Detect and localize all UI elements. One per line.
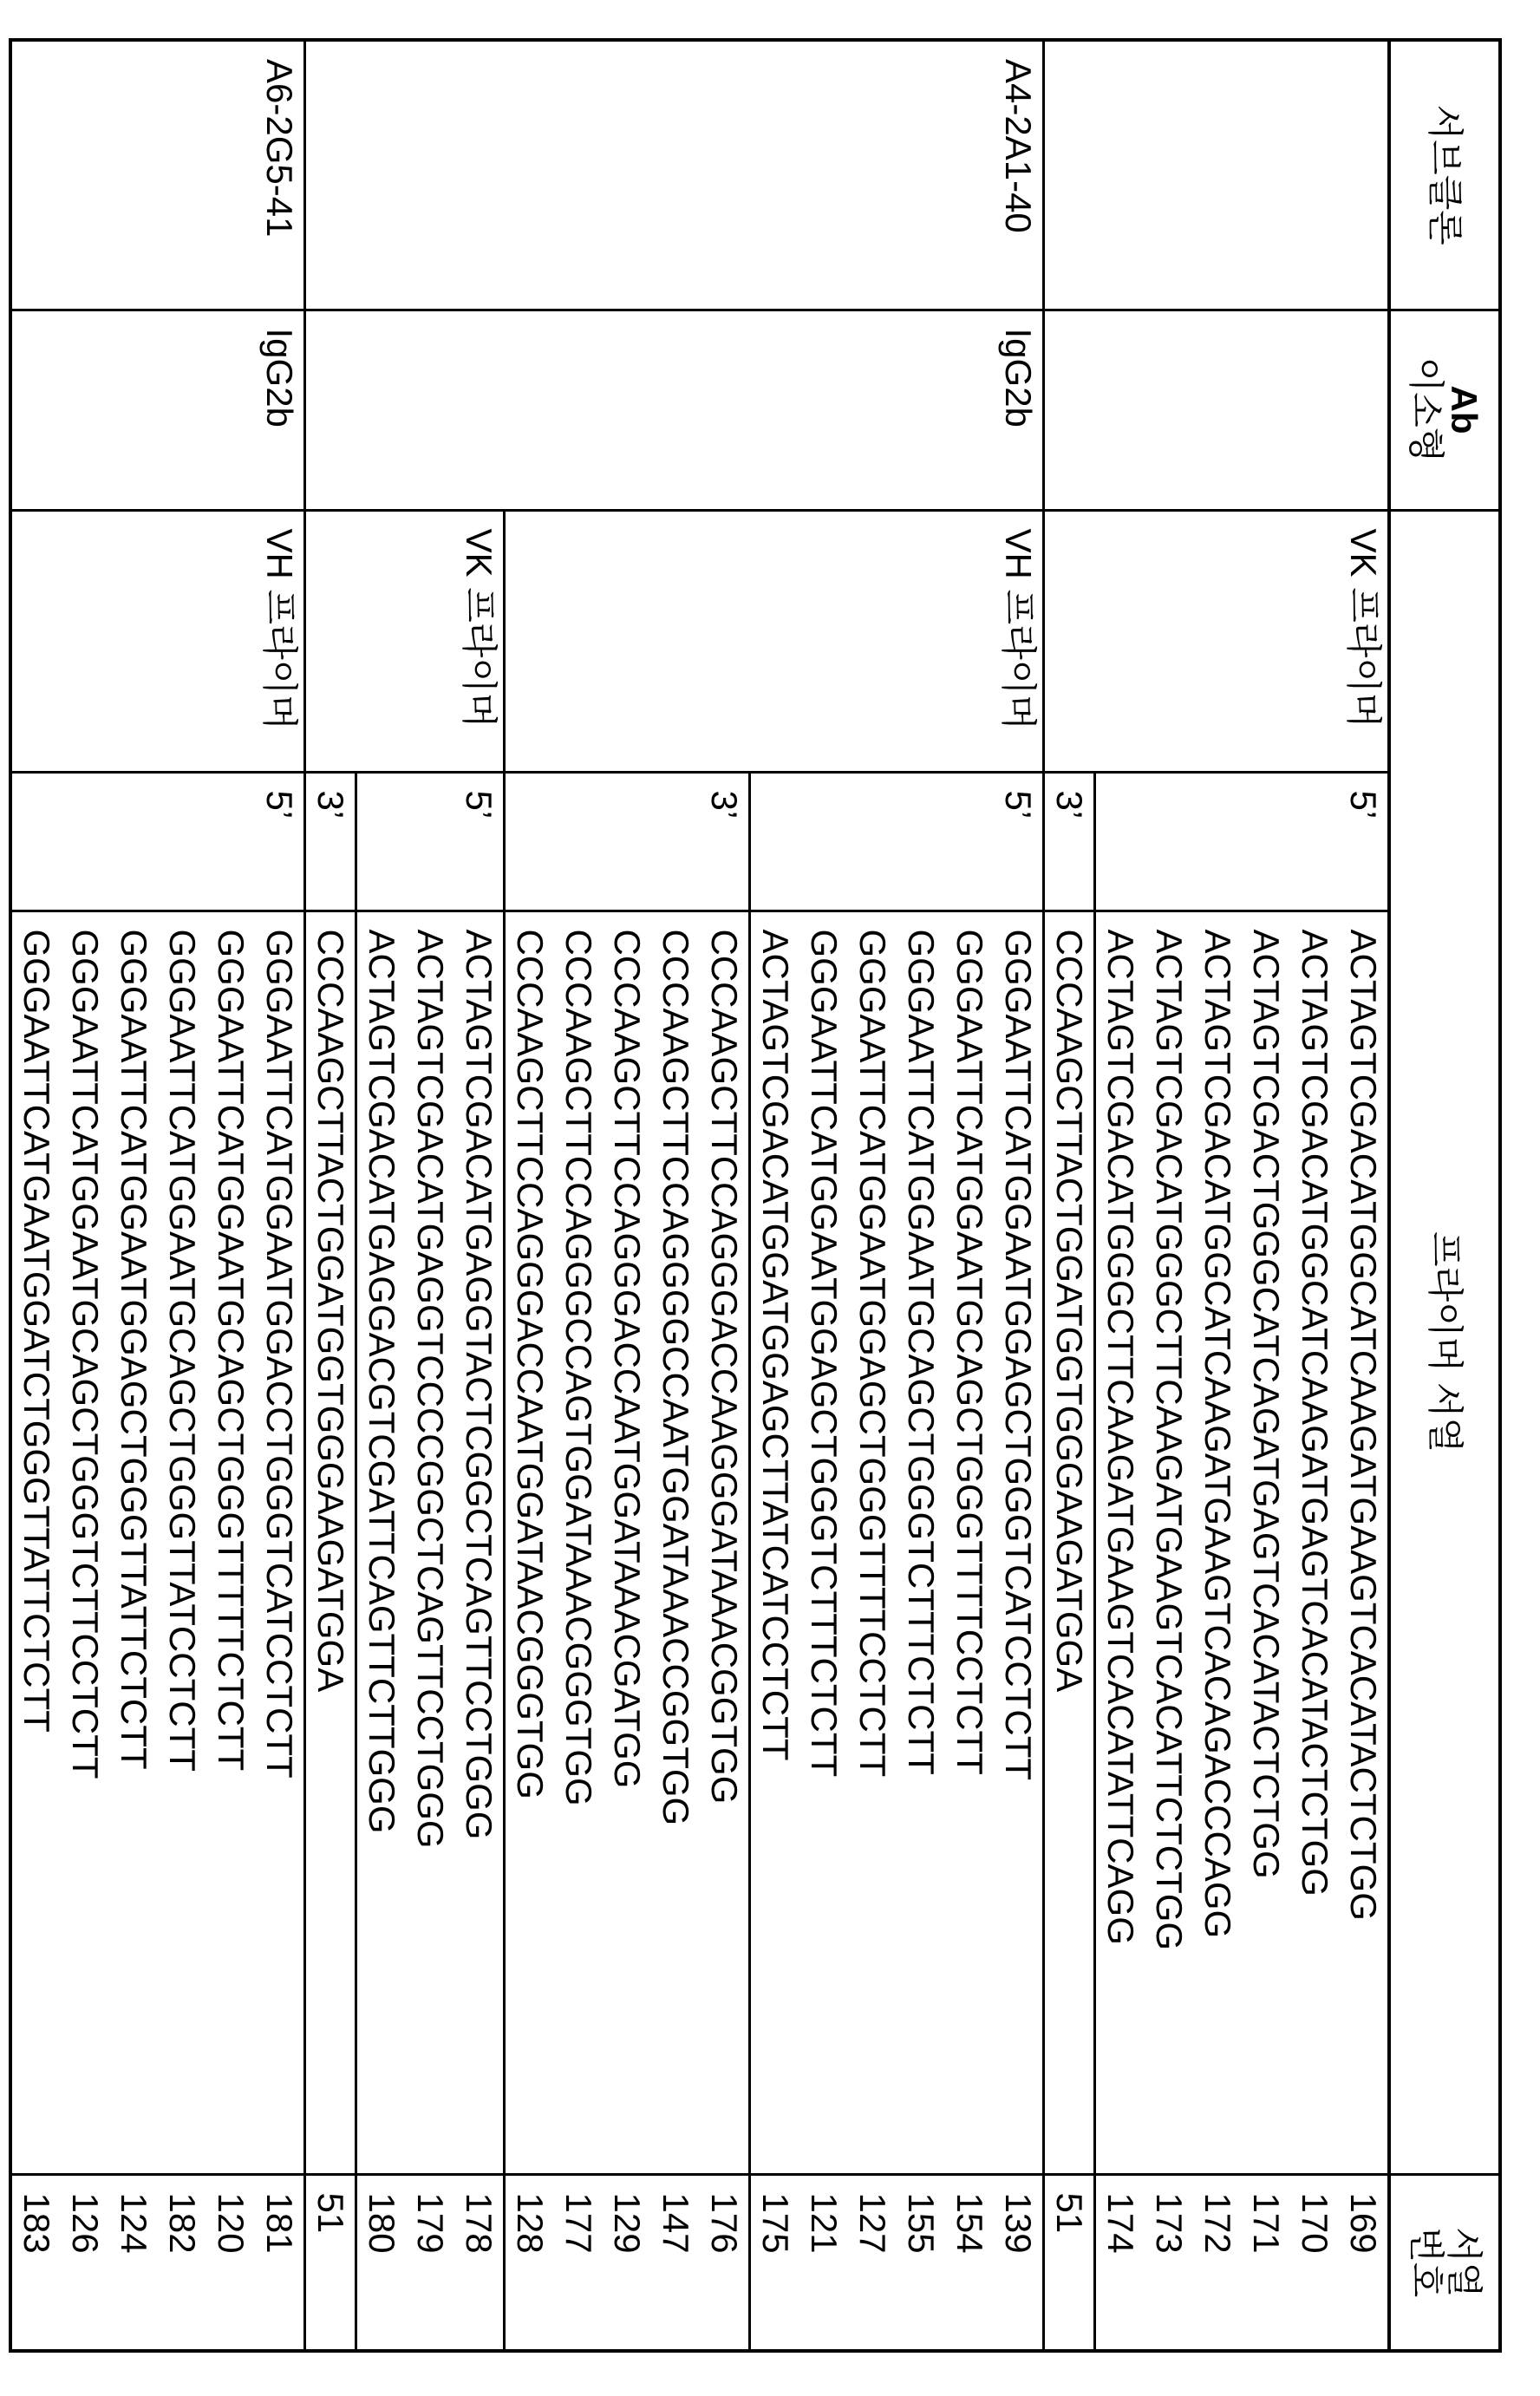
sequence-number: 175 (750, 2174, 800, 2351)
sequence-number: 128 (505, 2174, 555, 2351)
sequence-number: 171 (1242, 2174, 1290, 2351)
primer-sequence-table (9, 38, 1502, 2353)
sequence-number: 155 (897, 2174, 945, 2351)
table-header-row (1389, 40, 1500, 2351)
primer-sequence: GGGAATTCATGGAATGGAGCTGGGTCTTTCTCTT (799, 911, 848, 2174)
primer-cell: VH 프라이머 (505, 510, 1044, 772)
subclone-cell (1044, 40, 1390, 310)
header-ab-label: Ab (1445, 329, 1483, 492)
sequence-number: 178 (454, 2174, 505, 2351)
sequence-number: 172 (1193, 2174, 1242, 2351)
sequence-number: 129 (603, 2174, 651, 2351)
header-sequence-number (1389, 2174, 1500, 2351)
sequence-number: 124 (109, 2174, 158, 2351)
subclone-cell: A4-2A1-40 (305, 40, 1044, 310)
sequence-number: 182 (158, 2174, 206, 2351)
table-row (994, 40, 1044, 2351)
primer-sequence: GGGAATTCATGGAATGCAGCTGGGTTTTTCTCTT (206, 911, 255, 2174)
isotype-cell: IgG2b (10, 310, 305, 510)
header-ab-isotype (1389, 310, 1500, 510)
primer-sequence: CCCAAGCTTCCAGGGACCAATGGATAACGGGTGG (505, 911, 555, 2174)
primer-sequence: ACTAGTCGACATGGATGGAGCTTATCATCCTCTT (750, 911, 800, 2174)
sequence-number: 139 (994, 2174, 1044, 2351)
primer-sequence: CCCAAGCTTCCAGGGGCCAATGGATAAACCGGTGG (651, 911, 700, 2174)
primer-end-cell: 5’ (1095, 772, 1390, 911)
header-seq-no-line1: 서열 (1445, 2193, 1483, 2333)
isotype-cell (1044, 310, 1390, 510)
primer-sequence: GGGAATTCATGGAATGGAGCTGGGTTATTCTCTT (109, 911, 158, 2174)
primer-sequence: GGGAATTCATGGAATGGAGCTGGGTCATCCTCTT (994, 911, 1044, 2174)
primer-end-cell: 3’ (305, 772, 356, 911)
sequence-number: 183 (10, 2174, 61, 2351)
table-body (10, 40, 1389, 2351)
sequence-number: 126 (61, 2174, 109, 2351)
primer-sequence: CCCAAGCTTACTGGATGGTGGGAAGATGGA (305, 911, 356, 2174)
header-isotype-label: 이소형 (1406, 329, 1445, 492)
primer-cell: VK 프라이머 (305, 510, 505, 772)
sequence-number: 127 (848, 2174, 897, 2351)
header-primer-sequence: 프라이머 서열 (1389, 510, 1500, 2174)
sequence-number: 154 (945, 2174, 994, 2351)
primer-sequence: ACTAGTCGACATGGCATCAAGATGAGTCACATACTCTGG (1290, 911, 1339, 2174)
sequence-number: 51 (1044, 2174, 1095, 2351)
primer-sequence: CCCAAGCTTCCAGGGCCAGTGGATAAACGGGTGG (554, 911, 603, 2174)
table-row (1339, 40, 1389, 2351)
primer-sequence: ACTAGTCGACATGAGGACGTCGATTCAGTTCTTGGG (356, 911, 407, 2174)
primer-end-cell: 5’ (10, 772, 305, 911)
primer-sequence: CCCAAGCTTACTGGATGGTGGGAAGATGGA (1044, 911, 1095, 2174)
subclone-cell: A6-2G5-41 (10, 40, 305, 310)
primer-sequence: GGGAATTCATGGAATGCAGCTGGGTCTTTCTCTT (897, 911, 945, 2174)
primer-sequence: CCCAAGCTTCCAGGGACCAAGGGATAAACGGTGG (700, 911, 750, 2174)
sequence-number: 180 (356, 2174, 407, 2351)
primer-sequence: GGGAATTCATGGAATGGAGCTGGGTTTTCCTCTT (848, 911, 897, 2174)
sequence-number: 120 (206, 2174, 255, 2351)
sequence-number: 174 (1095, 2174, 1145, 2351)
primer-end-cell: 5’ (356, 772, 505, 911)
primer-sequence: GGGAATTCATGAATGGATCTGGGTTATTCTCTT (10, 911, 61, 2174)
rotated-primer-table-page (31, 38, 1502, 2349)
sequence-number: 177 (554, 2174, 603, 2351)
sequence-number: 181 (255, 2174, 305, 2351)
primer-sequence: ACTAGTCGACATGAGGTCCCCGGCTCAGTTCCTGGG (406, 911, 454, 2174)
primer-sequence: ACTAGTCGACTGGGCATCAGATGAGTCACATACTCTGG (1242, 911, 1290, 2174)
sequence-number: 170 (1290, 2174, 1339, 2351)
sequence-number: 173 (1145, 2174, 1193, 2351)
header-seq-no-line2: 번호 (1406, 2193, 1445, 2333)
primer-sequence: ACTAGTCGACATGGGCTTCAAGATGAAGTCACATTCTCTGG (1145, 911, 1193, 2174)
primer-end-cell: 3’ (505, 772, 750, 911)
sequence-number: 51 (305, 2174, 356, 2351)
sequence-number: 179 (406, 2174, 454, 2351)
sequence-number: 121 (799, 2174, 848, 2351)
sequence-number: 169 (1339, 2174, 1389, 2351)
primer-sequence: ACTAGTCGACATGAGGTACTCGGCTCAGTTCCTGGG (454, 911, 505, 2174)
primer-sequence: ACTAGTCGACATGGCATCAAGATGAAGTCACAGACCCAGG (1193, 911, 1242, 2174)
table-row (255, 40, 305, 2351)
primer-sequence: GGGAATTCATGGAATGGACCTGGGTCATCCTCTT (255, 911, 305, 2174)
primer-cell: VH 프라이머 (10, 510, 305, 772)
primer-sequence: ACTAGTCGACATGGCATCAAGATGAAGTCACATACTCTGG (1339, 911, 1389, 2174)
primer-end-cell: 3’ (1044, 772, 1095, 911)
primer-end-cell: 5’ (750, 772, 1044, 911)
sequence-number: 176 (700, 2174, 750, 2351)
primer-cell: VK 프라이머 (1044, 510, 1390, 772)
header-subclone: 서브클론 (1389, 40, 1500, 310)
primer-sequence: GGGAATTCATGGAATGCAGCTGGGTTATCCTCTT (158, 911, 206, 2174)
primer-sequence: CCCAAGCTTCCAGGGACCAATGGATAAACGATGG (603, 911, 651, 2174)
sequence-number: 147 (651, 2174, 700, 2351)
primer-sequence: ACTAGTCGACATGGGCTTCAAGATGAAGTCACATATTCAGG (1095, 911, 1145, 2174)
primer-sequence: GGGAATTCATGGAATGCAGCTGGGTTTTCCTCTT (945, 911, 994, 2174)
primer-sequence: GGGAATTCATGGAATGCAGCTGGGTCTTCCTCTT (61, 911, 109, 2174)
isotype-cell: IgG2b (305, 310, 1044, 510)
